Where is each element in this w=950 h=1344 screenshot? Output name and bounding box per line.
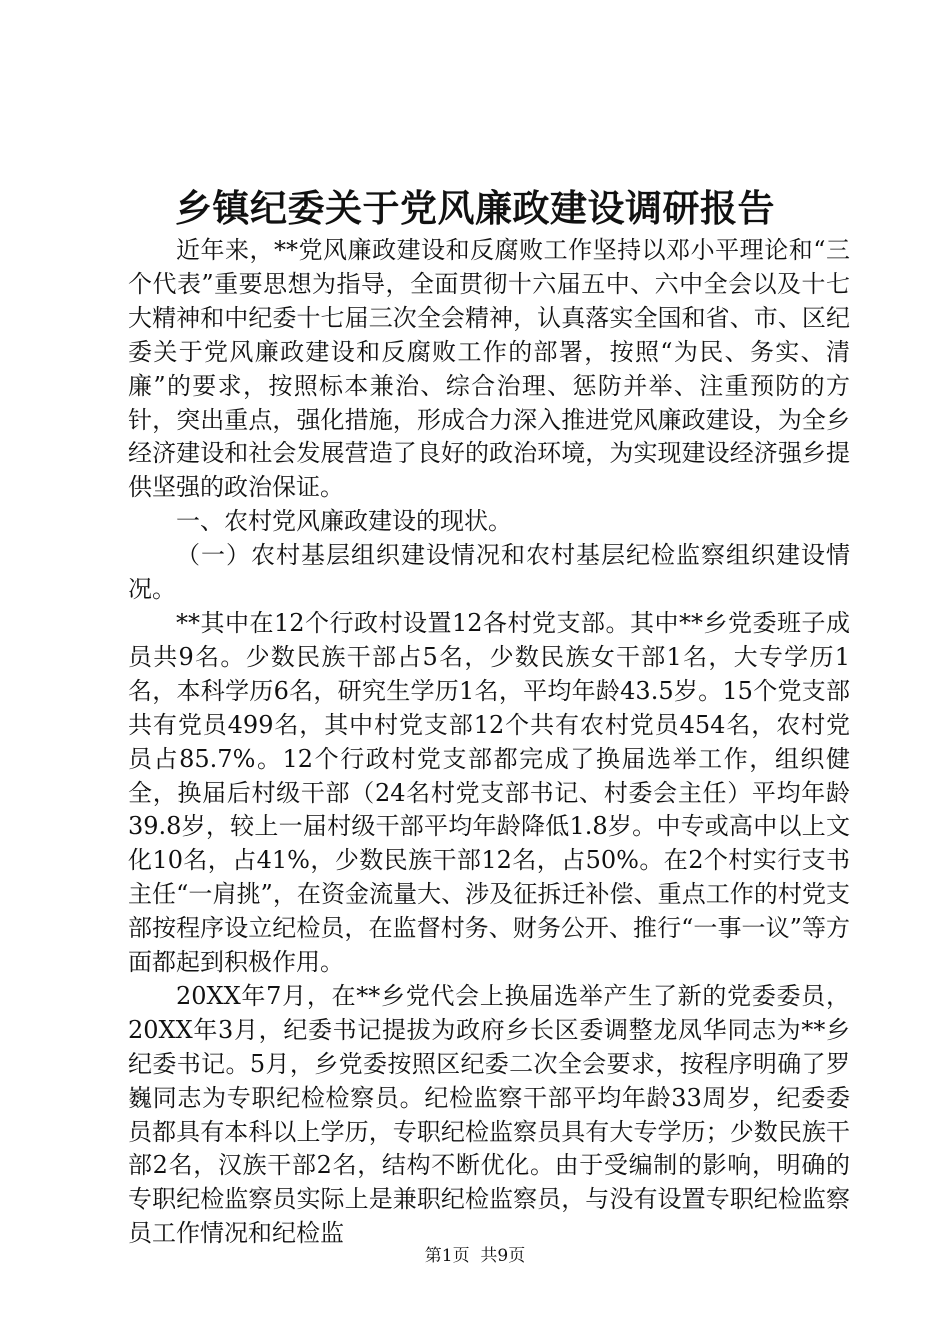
page-number-label: 第1页 共9页: [424, 1246, 526, 1266]
section-heading-1: 一、农村党风廉政建设的现状。: [176, 507, 512, 536]
page-footer: [0, 1244, 950, 1268]
subsection-heading-1: （一）农村基层组织建设情况和农村基层纪检监察组织建设情况。: [128, 541, 850, 604]
paragraph-organization-stats: **其中在12个行政村设置12各村党支部。其中**乡党委班子成员共9名。少数民族干部占5名，少数民族女干部1名，大专学历1名，本科学历6名，研究生学历1名，平均年龄43.5岁。15个党支部共有党员499名，其中村党支部12个共有农村党员454名，农村党员占85.7%。12个行政村党支部都完成了换届选举工作，组织健全，换届后村级干部（24名村党支部书记、村委会主任）平均年龄39.8岁，较上一届村级干部平均年龄降低1.8岁。中专或高中以上文化10名，占41%，少数民族干部12名，占50%。在2个村实行支书主任“一肩挑”，在资金流量大、涉及征拆迁补偿、重点工作的村党支部按程序设立纪检员，在监督村务、财务公开、推行“一事一议”等方面都起到积极作用。: [128, 608, 850, 977]
paragraph-discipline-staff: 20XX年7月，在**乡党代会上换届选举产生了新的党委委员，20XX年3月，纪委书记提拔为政府乡长区委调整龙凤华同志为**乡纪委书记。5月，乡党委按照区纪委二次全会要求，按程序明确了罗巍同志为专职纪检检察员。纪检监察干部平均年龄33周岁，纪委委员都具有本科以上学历，专职纪检监察员具有大专学历；少数民族干部2名，汉族干部2名，结构不断优化。由于受编制的影响，明确的专职纪检监察员实际上是兼职纪检监察员，与没有设置专职纪检监察员工作情况和纪检监: [128, 981, 850, 1248]
paragraph-intro: 近年来，**党风廉政建设和反腐败工作坚持以邓小平理论和“三个代表”重要思想为指导，全面贯彻十六届五中、六中全会以及十七大精神和中纪委十七届三次全会精神，认真落实全国和省、市、区纪委关于党风廉政建设和反腐败工作的部署，按照“为民、务实、清廉”的要求，按照标本兼治、综合治理、惩防并举、注重预防的方针，突出重点，强化措施，形成合力深入推进党风廉政建设，为全乡经济建设和社会发展营造了良好的政治环境，为实现建设经济强乡提供坚强的政治保证。: [128, 236, 850, 502]
document-body: [128, 234, 850, 1251]
document-title: 乡镇纪委关于党风廉政建设调研报告: [175, 186, 775, 230]
